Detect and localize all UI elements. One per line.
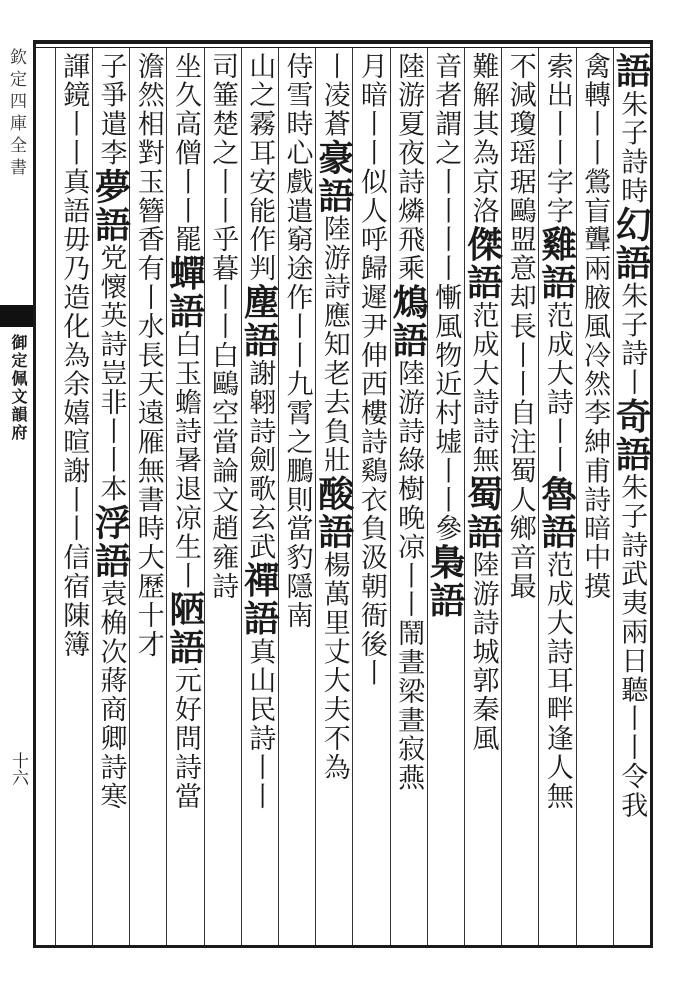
frame-top-border (36, 40, 653, 44)
text-segment: 諢鏡丨丨 (58, 52, 90, 168)
text-segment: 真語毋乃造化為余嬉 (58, 167, 90, 428)
text-segment: 范成大詩耳畔逢人無 (541, 550, 573, 811)
text-segment: 朱子詩丨 (616, 281, 648, 398)
headword: 語 (461, 263, 504, 302)
headword: 語 (461, 512, 504, 551)
headword: 陋 (163, 590, 206, 629)
text-segment: 白玉蟾詩暑退凉生丨 (169, 330, 201, 591)
text-segment: 陸游詩綠樹晚凉丨丨鬧晝梁晝寂燕 (393, 359, 425, 793)
headword: 禪 (238, 561, 281, 600)
headword: 蟬 (163, 254, 206, 293)
headword: 語 (610, 52, 653, 90)
text-segment: 山之霧耳安能作判 (244, 52, 276, 284)
text-segment: 心戲遣窮途作丨丨 (281, 138, 313, 370)
text-segment: 謝翶詩劍歌玄武 (244, 359, 276, 562)
headword: 塵 (238, 283, 281, 322)
text-segment: 月暗丨丨似人呼 (355, 52, 387, 255)
headword: 語 (535, 263, 578, 302)
text-segment: 子爭遣李 (95, 52, 127, 168)
text-segment: 侍雪時 (281, 52, 313, 139)
headword: 奇 (610, 397, 653, 436)
headword: 語 (163, 628, 206, 667)
headword: 雞 (535, 225, 578, 264)
text-segment: 時大歷十才 (132, 514, 164, 659)
headword: 酸 (312, 474, 355, 513)
headword: 夢 (89, 167, 132, 206)
text-segment: 當論文趙雍詩 (207, 427, 239, 602)
text-segment: 真山民詩丨丨 (244, 637, 276, 811)
headword: 傑 (461, 225, 504, 264)
text-segment: 難解其為京洛 (467, 52, 499, 226)
text-segment: 丨凌蒼 (318, 52, 350, 139)
text-segment: 陸游詩城郭秦風 (467, 550, 499, 754)
text-segment: 鷗盟意却長 (504, 196, 536, 341)
headword: 幻 (610, 205, 653, 244)
headword: 鴆 (387, 283, 430, 322)
text-segment: 司箠楚之丨丨乎 (207, 52, 239, 255)
headword: 語 (312, 512, 355, 551)
text-segment: 丨丨自注蜀人鄉音最 (504, 341, 536, 602)
text-segment: 楊萬里丈大夫不為 (318, 550, 350, 783)
headword: 梟 (424, 543, 467, 582)
headword: 語 (387, 321, 430, 360)
text-segment: 索出丨丨字字 (541, 52, 573, 226)
text-segment: 朱子詩時 (616, 90, 648, 206)
text-segment: 有丨水長天遠雁無書 (132, 254, 164, 515)
headword: 語 (238, 599, 281, 638)
headword: 豪 (312, 138, 355, 177)
text-segment: 丨丨慚風物 (430, 225, 462, 370)
fold-book-title: 御定佩文韻府 (9, 334, 28, 442)
fold-page-number: 十六 (8, 752, 28, 786)
text-segment: 袁桷次蔣商卿詩寒 (95, 579, 127, 811)
text-segment: 坐久高僧丨丨罷 (169, 52, 201, 255)
headword: 語 (535, 512, 578, 551)
text-segment: 不減瓊瑶琚 (504, 52, 536, 197)
text-segment: 澹然相對玉簪香 (132, 52, 164, 255)
headword: 語 (610, 435, 653, 474)
fold-margin (0, 48, 33, 945)
headword: 語 (89, 205, 132, 244)
text-segment: 范成大詩丨丨 (541, 301, 573, 475)
headword: 語 (238, 321, 281, 360)
headword: 蜀 (461, 474, 504, 513)
headword: 語 (610, 243, 653, 282)
headword: 浮 (89, 503, 132, 542)
text-segment: 陸游詩應知老去負壯 (318, 214, 350, 475)
headword: 語 (312, 176, 355, 215)
text-segment: 暮丨丨白鷗空 (207, 254, 239, 428)
text-segment: 近村墟丨丨參 (430, 369, 462, 544)
text-segment: 元好問詩當 (169, 666, 201, 811)
headword: 語 (89, 541, 132, 580)
frame-bottom-border (36, 945, 653, 948)
fold-collection-title: 欽定四庫全書 (6, 48, 26, 180)
text-column (50, 52, 96, 940)
text-segment: 音者謂之丨丨 (430, 52, 462, 226)
text-segment: 暄謝丨丨信宿陳簿 (58, 427, 90, 659)
text-segment: 歸遲尹伸西樓詩鷄衣負汲朝衙後丨 (355, 254, 387, 688)
headword: 語 (424, 581, 467, 620)
text-segment: 鶯盲聾 (579, 167, 611, 255)
fish-tail-mark (0, 305, 33, 327)
text-segment: 朱子詩武夷兩日聽丨丨令我 (616, 473, 648, 821)
frame-left-border (33, 40, 36, 948)
text-segment: 兩腋風冷然李紳甫詩暗中摸 (579, 254, 611, 602)
headword: 魯 (535, 474, 578, 513)
text-segment: 禽轉丨丨 (579, 52, 611, 168)
text-segment: 陸游夏夜詩燐飛乘 (393, 52, 425, 284)
text-segment: 九霄之鵬則當豹隱南 (281, 369, 313, 631)
headword: 語 (163, 292, 206, 331)
text-segment: 党懷英詩豈非丨丨本 (95, 243, 127, 504)
text-segment: 范成大詩詩無 (467, 301, 499, 475)
